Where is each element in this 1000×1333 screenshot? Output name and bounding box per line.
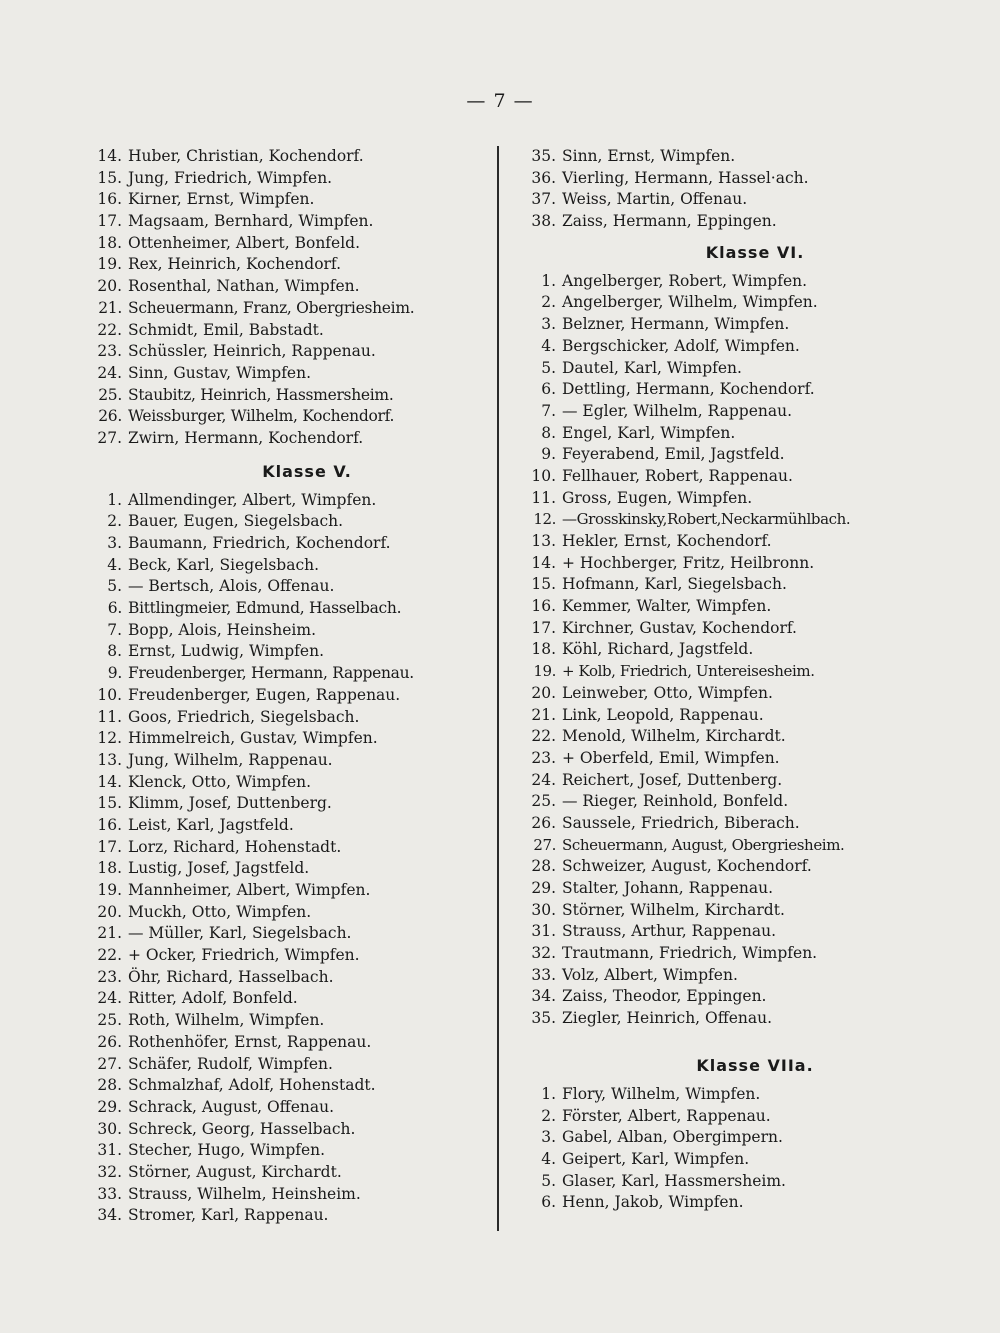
list-item — [520, 423, 990, 445]
student-entry: Baumann, Friedrich, Kochendorf. — [128, 534, 391, 552]
item-number: 2. — [541, 293, 556, 312]
list-item — [82, 146, 492, 168]
student-entry: Schäfer, Rudolf, Wimpfen. — [128, 1054, 333, 1073]
list-item — [82, 385, 492, 407]
item-number: 11. — [97, 707, 122, 726]
item-number: 20. — [97, 277, 122, 296]
item-number: 8. — [107, 642, 122, 661]
item-number: 6. — [541, 1193, 556, 1212]
student-entry: Zwirn, Hermann, Kochendorf. — [128, 428, 364, 447]
list-item — [82, 189, 492, 211]
item-number: 21. — [97, 924, 122, 943]
item-number: 15. — [97, 794, 122, 813]
student-entry: Henn, Jakob, Wimpfen. — [562, 1193, 744, 1212]
student-entry: Schmalzhaf, Adolf, Hohenstadt. — [128, 1076, 376, 1095]
list-item — [520, 1171, 990, 1193]
list-item — [520, 770, 990, 792]
item-number: 1. — [107, 490, 122, 509]
item-number: 27. — [97, 428, 122, 447]
list-item — [82, 1140, 492, 1162]
list-item — [520, 618, 990, 640]
student-entry: Mannheimer, Albert, Wimpfen. — [128, 881, 371, 899]
list-item — [82, 750, 492, 772]
student-entry: Glaser, Karl, Hassmersheim. — [562, 1171, 786, 1190]
item-number: 1. — [541, 271, 556, 290]
item-number: 35. — [531, 147, 556, 165]
list-item — [82, 533, 492, 555]
student-entry: Gross, Eugen, Wimpfen. — [562, 488, 753, 507]
item-number: 31. — [531, 922, 556, 941]
item-number: 16. — [531, 597, 556, 616]
list-item — [520, 146, 990, 168]
student-entry: Schmidt, Emil, Babstadt. — [128, 320, 324, 339]
list-item — [520, 271, 990, 293]
student-entry: Stecher, Hugo, Wimpfen. — [128, 1141, 326, 1160]
list-item — [520, 292, 990, 314]
item-number: 29. — [531, 879, 556, 897]
list-item — [82, 1010, 492, 1032]
list-item — [82, 211, 492, 233]
item-number: 18. — [97, 859, 122, 878]
student-entry: Link, Leopold, Rappenau. — [562, 705, 764, 724]
list-item — [82, 858, 492, 880]
student-entry: Gabel, Alban, Obergimpern. — [562, 1128, 783, 1147]
student-entry: Huber, Christian, Kochendorf. — [128, 147, 364, 165]
item-number: 17. — [531, 618, 556, 637]
student-entry: Feyerabend, Emil, Jagstfeld. — [562, 445, 785, 464]
item-number: 7. — [107, 620, 122, 639]
item-number: 2. — [107, 512, 122, 531]
item-number: 22. — [531, 727, 556, 746]
item-number: 10. — [531, 466, 556, 485]
student-entry: Störner, August, Kirchardt. — [128, 1162, 342, 1181]
column-divider — [497, 146, 499, 1231]
item-number: 4. — [541, 1149, 556, 1168]
item-number: 26. — [97, 1032, 122, 1051]
list-item — [520, 1149, 990, 1171]
student-entry: Bittlingmeier, Edmund, Hasselbach. — [128, 599, 402, 618]
student-entry: Klenck, Otto, Wimpfen. — [128, 772, 312, 791]
list-item — [82, 341, 492, 363]
item-number: 24. — [531, 770, 556, 789]
student-entry: Volz, Albert, Wimpfen. — [562, 965, 738, 984]
item-number: 25. — [98, 385, 122, 404]
item-number: 32. — [531, 944, 556, 963]
item-number: 15. — [531, 575, 556, 594]
list-item — [82, 1054, 492, 1076]
item-number: 1. — [541, 1084, 556, 1103]
student-entry: Scheuermann, Franz, Obergriesheim. — [128, 298, 415, 317]
item-number: 19. — [97, 881, 122, 899]
student-entry: Strauss, Arthur, Rappenau. — [562, 922, 777, 941]
list-item — [82, 641, 492, 663]
item-number: 28. — [97, 1076, 122, 1095]
item-number: 30. — [531, 900, 556, 919]
student-entry: + Hochberger, Fritz, Heilbronn. — [562, 553, 815, 572]
list-item — [520, 401, 990, 423]
list-item — [520, 639, 990, 661]
student-entry: — Müller, Karl, Siegelsbach. — [128, 924, 352, 943]
student-entry: Schreck, Georg, Hasselbach. — [128, 1119, 356, 1138]
item-number: 20. — [531, 683, 556, 702]
list-item — [520, 379, 990, 401]
item-number: 19. — [533, 662, 556, 681]
item-number: 29. — [97, 1097, 122, 1116]
list-item — [520, 813, 990, 835]
student-entry: Saussele, Friedrich, Biberach. — [562, 813, 800, 832]
item-number: 5. — [541, 358, 556, 377]
item-number: 22. — [97, 946, 122, 965]
item-number: 13. — [531, 532, 556, 550]
student-entry: Vierling, Hermann, Hassel·ach. — [562, 168, 809, 187]
student-entry: Ritter, Adolf, Bonfeld. — [128, 989, 298, 1008]
student-entry: Himmelreich, Gustav, Wimpfen. — [128, 729, 378, 748]
list-item — [520, 791, 990, 813]
item-number: 26. — [531, 813, 556, 832]
item-number: 4. — [541, 336, 556, 355]
item-number: 20. — [97, 902, 122, 921]
list-item — [82, 511, 492, 533]
student-entry: Dautel, Karl, Wimpfen. — [562, 358, 742, 377]
student-entry: — Rieger, Reinhold, Bonfeld. — [562, 792, 789, 811]
list-item — [520, 314, 990, 336]
item-number: 24. — [97, 363, 122, 382]
student-entry: Freudenberger, Hermann, Rappenau. — [128, 664, 414, 683]
student-entry: —Grosskinsky,Robert,Neckarmühlbach. — [562, 510, 851, 529]
item-number: 14. — [531, 553, 556, 572]
student-entry: Jung, Wilhelm, Rappenau. — [128, 750, 333, 769]
student-entry: Scheuermann, August, Obergriesheim. — [562, 835, 845, 854]
student-entry: Stalter, Johann, Rappenau. — [562, 879, 774, 897]
list-item — [82, 1205, 492, 1227]
list-item — [82, 320, 492, 342]
student-entry: Lorz, Richard, Hohenstadt. — [128, 837, 342, 856]
list-item — [520, 444, 990, 466]
item-number: 13. — [97, 750, 122, 769]
item-number: 8. — [541, 423, 556, 442]
student-entry: Bergschicker, Adolf, Wimpfen. — [562, 336, 800, 355]
class-heading: Klasse V. — [262, 461, 352, 481]
list-item — [82, 772, 492, 794]
item-number: 23. — [97, 342, 122, 361]
student-entry: Angelberger, Robert, Wimpfen. — [562, 271, 808, 290]
student-entry: Zaiss, Hermann, Eppingen. — [562, 212, 777, 231]
student-entry: Kirner, Ernst, Wimpfen. — [128, 190, 315, 209]
item-number: 32. — [97, 1162, 122, 1181]
student-entry: Roth, Wilhelm, Wimpfen. — [128, 1011, 325, 1030]
item-number: 9. — [107, 664, 122, 683]
item-number: 14. — [97, 772, 122, 791]
item-number: 25. — [531, 792, 556, 811]
student-entry: Rothenhöfer, Ernst, Rappenau. — [128, 1032, 372, 1051]
item-number: 28. — [531, 857, 556, 876]
list-item — [520, 1084, 990, 1106]
list-item — [520, 1008, 990, 1030]
list-item — [82, 490, 492, 512]
student-entry: Störner, Wilhelm, Kirchardt. — [562, 900, 785, 919]
item-number: 38. — [531, 212, 556, 231]
list-item — [82, 1032, 492, 1054]
item-number: 30. — [97, 1119, 122, 1138]
student-entry: Freudenberger, Eugen, Rappenau. — [128, 685, 401, 704]
student-entry: Ernst, Ludwig, Wimpfen. — [128, 642, 324, 661]
list-item — [520, 748, 990, 770]
class-heading: Klasse VI. — [705, 242, 805, 262]
student-entry: Ottenheimer, Albert, Bonfeld. — [128, 233, 361, 252]
list-item — [82, 1119, 492, 1141]
item-number: 5. — [107, 577, 122, 596]
item-number: 3. — [107, 534, 122, 552]
list-item — [82, 428, 492, 450]
student-entry: Beck, Karl, Siegelsbach. — [128, 555, 320, 574]
student-entry: + Ocker, Friedrich, Wimpfen. — [128, 946, 360, 965]
student-list — [82, 490, 492, 1227]
list-item — [82, 233, 492, 255]
list-item — [520, 531, 990, 553]
student-entry: + Kolb, Friedrich, Untereisesheim. — [562, 662, 815, 681]
list-item — [520, 986, 990, 1008]
item-number: 16. — [97, 815, 122, 834]
item-number: 11. — [531, 488, 556, 507]
left-column — [82, 146, 492, 1227]
list-item — [82, 728, 492, 750]
student-entry: + Oberfeld, Emil, Wimpfen. — [562, 748, 780, 767]
list-item — [520, 856, 990, 878]
student-entry: Zaiss, Theodor, Eppingen. — [562, 987, 767, 1006]
student-entry: Muckh, Otto, Wimpfen. — [128, 902, 312, 921]
item-number: 27. — [97, 1054, 122, 1073]
list-item — [520, 835, 990, 857]
item-number: 23. — [97, 967, 122, 986]
list-item — [82, 880, 492, 902]
list-item — [520, 1127, 990, 1149]
list-item — [82, 555, 492, 577]
student-entry: Schrack, August, Offenau. — [128, 1097, 335, 1116]
item-number: 19. — [97, 255, 122, 274]
list-item — [82, 945, 492, 967]
list-item — [520, 900, 990, 922]
item-number: 9. — [541, 445, 556, 464]
item-number: 17. — [97, 212, 122, 231]
item-number: 16. — [97, 190, 122, 209]
list-item — [520, 943, 990, 965]
list-item — [82, 1184, 492, 1206]
item-number: 34. — [97, 1206, 122, 1225]
student-entry: Schweizer, August, Kochendorf. — [562, 857, 812, 876]
student-list — [520, 1084, 990, 1214]
list-item — [82, 793, 492, 815]
student-entry: Dettling, Hermann, Kochendorf. — [562, 380, 815, 399]
student-entry: Bauer, Eugen, Siegelsbach. — [128, 512, 344, 531]
item-number: 33. — [531, 965, 556, 984]
list-item — [520, 336, 990, 358]
list-item — [82, 707, 492, 729]
student-entry: Leist, Karl, Jagstfeld. — [128, 815, 294, 834]
list-item — [520, 1192, 990, 1214]
student-entry: Hekler, Ernst, Kochendorf. — [562, 532, 772, 550]
item-number: 37. — [531, 190, 556, 209]
student-list — [520, 271, 990, 1030]
student-entry: Allmendinger, Albert, Wimpfen. — [128, 490, 377, 509]
item-number: 33. — [97, 1184, 122, 1203]
list-item — [520, 189, 990, 211]
student-entry: Geipert, Karl, Wimpfen. — [562, 1149, 750, 1168]
list-item — [82, 837, 492, 859]
list-item — [520, 211, 990, 233]
list-item — [82, 576, 492, 598]
item-number: 6. — [107, 599, 122, 618]
student-entry: Ziegler, Heinrich, Offenau. — [562, 1009, 773, 1028]
item-number: 2. — [541, 1106, 556, 1125]
student-entry: Weiss, Martin, Offenau. — [562, 190, 748, 209]
list-item — [82, 254, 492, 276]
item-number: 5. — [541, 1171, 556, 1190]
item-number: 25. — [97, 1011, 122, 1030]
list-item — [520, 921, 990, 943]
item-number: 21. — [98, 298, 122, 317]
item-number: 34. — [531, 987, 556, 1006]
item-number: 17. — [97, 837, 122, 856]
item-number: 14. — [97, 147, 122, 165]
student-entry: Strauss, Wilhelm, Heinsheim. — [128, 1184, 361, 1203]
list-item — [520, 683, 990, 705]
list-item — [82, 685, 492, 707]
student-entry: Magsaam, Bernhard, Wimpfen. — [128, 212, 374, 231]
student-entry: Stromer, Karl, Rappenau. — [128, 1206, 329, 1225]
student-entry: Kemmer, Walter, Wimpfen. — [562, 597, 772, 616]
list-item — [82, 276, 492, 298]
item-number: 12. — [533, 510, 556, 529]
student-entry: Sinn, Gustav, Wimpfen. — [128, 363, 312, 382]
student-entry: Goos, Friedrich, Siegelsbach. — [128, 707, 360, 726]
student-entry: Sinn, Ernst, Wimpfen. — [562, 147, 736, 165]
list-item — [82, 1075, 492, 1097]
student-entry: Angelberger, Wilhelm, Wimpfen. — [562, 293, 818, 312]
list-item — [520, 1106, 990, 1128]
list-item — [82, 815, 492, 837]
item-number: 23. — [531, 748, 556, 767]
list-item — [82, 663, 492, 685]
list-item — [520, 878, 990, 900]
item-number: 36. — [531, 168, 556, 187]
student-entry: Reichert, Josef, Duttenberg. — [562, 770, 783, 789]
item-number: 35. — [531, 1009, 556, 1028]
student-entry: Weissburger, Wilhelm, Kochendorf. — [128, 407, 395, 426]
student-entry: Menold, Wilhelm, Kirchardt. — [562, 727, 786, 746]
item-number: 22. — [97, 320, 122, 339]
item-number: 6. — [541, 380, 556, 399]
student-entry: — Egler, Wilhelm, Rappenau. — [562, 401, 793, 420]
student-entry: Kirchner, Gustav, Kochendorf. — [562, 618, 797, 637]
item-number: 7. — [541, 401, 556, 420]
list-item — [520, 596, 990, 618]
list-item — [520, 466, 990, 488]
list-item — [82, 988, 492, 1010]
student-list — [82, 146, 492, 450]
student-entry: Fellhauer, Robert, Rappenau. — [562, 466, 793, 485]
student-entry: Köhl, Richard, Jagstfeld. — [562, 640, 754, 659]
item-number: 18. — [531, 640, 556, 659]
list-item — [82, 1097, 492, 1119]
list-item — [82, 1162, 492, 1184]
student-entry: Klimm, Josef, Duttenberg. — [128, 794, 332, 813]
student-entry: Flory, Wilhelm, Wimpfen. — [562, 1084, 761, 1103]
list-item — [82, 902, 492, 924]
list-item — [82, 923, 492, 945]
list-item — [520, 509, 990, 531]
student-entry: Leinweber, Otto, Wimpfen. — [562, 683, 773, 702]
student-entry: Schüssler, Heinrich, Rappenau. — [128, 342, 376, 361]
item-number: 31. — [97, 1141, 122, 1160]
student-entry: Bopp, Alois, Heinsheim. — [128, 620, 316, 639]
list-item — [520, 705, 990, 727]
list-item — [520, 488, 990, 510]
item-number: 10. — [97, 685, 122, 704]
list-item — [82, 598, 492, 620]
student-entry: Trautmann, Friedrich, Wimpfen. — [562, 944, 818, 963]
student-entry: Öhr, Richard, Hasselbach. — [128, 967, 334, 986]
student-entry: Förster, Albert, Rappenau. — [562, 1106, 771, 1125]
page-number: — 7 — — [466, 90, 534, 112]
list-item — [82, 620, 492, 642]
item-number: 26. — [98, 407, 122, 426]
student-entry: — Bertsch, Alois, Offenau. — [128, 577, 335, 596]
class-heading: Klasse VIIa. — [696, 1055, 814, 1075]
list-item — [520, 358, 990, 380]
right-column — [520, 146, 990, 1214]
list-item — [520, 661, 990, 683]
student-entry: Hofmann, Karl, Siegelsbach. — [562, 575, 787, 594]
item-number: 3. — [541, 1128, 556, 1147]
list-item — [82, 967, 492, 989]
student-entry: Jung, Friedrich, Wimpfen. — [128, 168, 333, 187]
item-number: 12. — [97, 729, 122, 748]
list-item — [520, 965, 990, 987]
list-item — [520, 168, 990, 190]
item-number: 24. — [97, 989, 122, 1008]
list-item — [82, 298, 492, 320]
student-entry: Belzner, Hermann, Wimpfen. — [562, 315, 790, 334]
student-entry: Lustig, Josef, Jagstfeld. — [128, 859, 310, 878]
item-number: 4. — [107, 555, 122, 574]
list-item — [82, 406, 492, 428]
student-list — [520, 146, 990, 233]
student-entry: Rex, Heinrich, Kochendorf. — [128, 255, 342, 274]
item-number: 18. — [97, 233, 122, 252]
list-item — [520, 574, 990, 596]
list-item — [82, 168, 492, 190]
student-entry: Rosenthal, Nathan, Wimpfen. — [128, 277, 360, 296]
item-number: 3. — [541, 315, 556, 334]
student-entry: Engel, Karl, Wimpfen. — [562, 423, 736, 442]
item-number: 21. — [531, 705, 556, 724]
student-entry: Staubitz, Heinrich, Hassmersheim. — [128, 385, 394, 404]
list-item — [520, 553, 990, 575]
item-number: 15. — [97, 168, 122, 187]
item-number: 27. — [533, 835, 556, 854]
list-item — [82, 363, 492, 385]
list-item — [520, 726, 990, 748]
